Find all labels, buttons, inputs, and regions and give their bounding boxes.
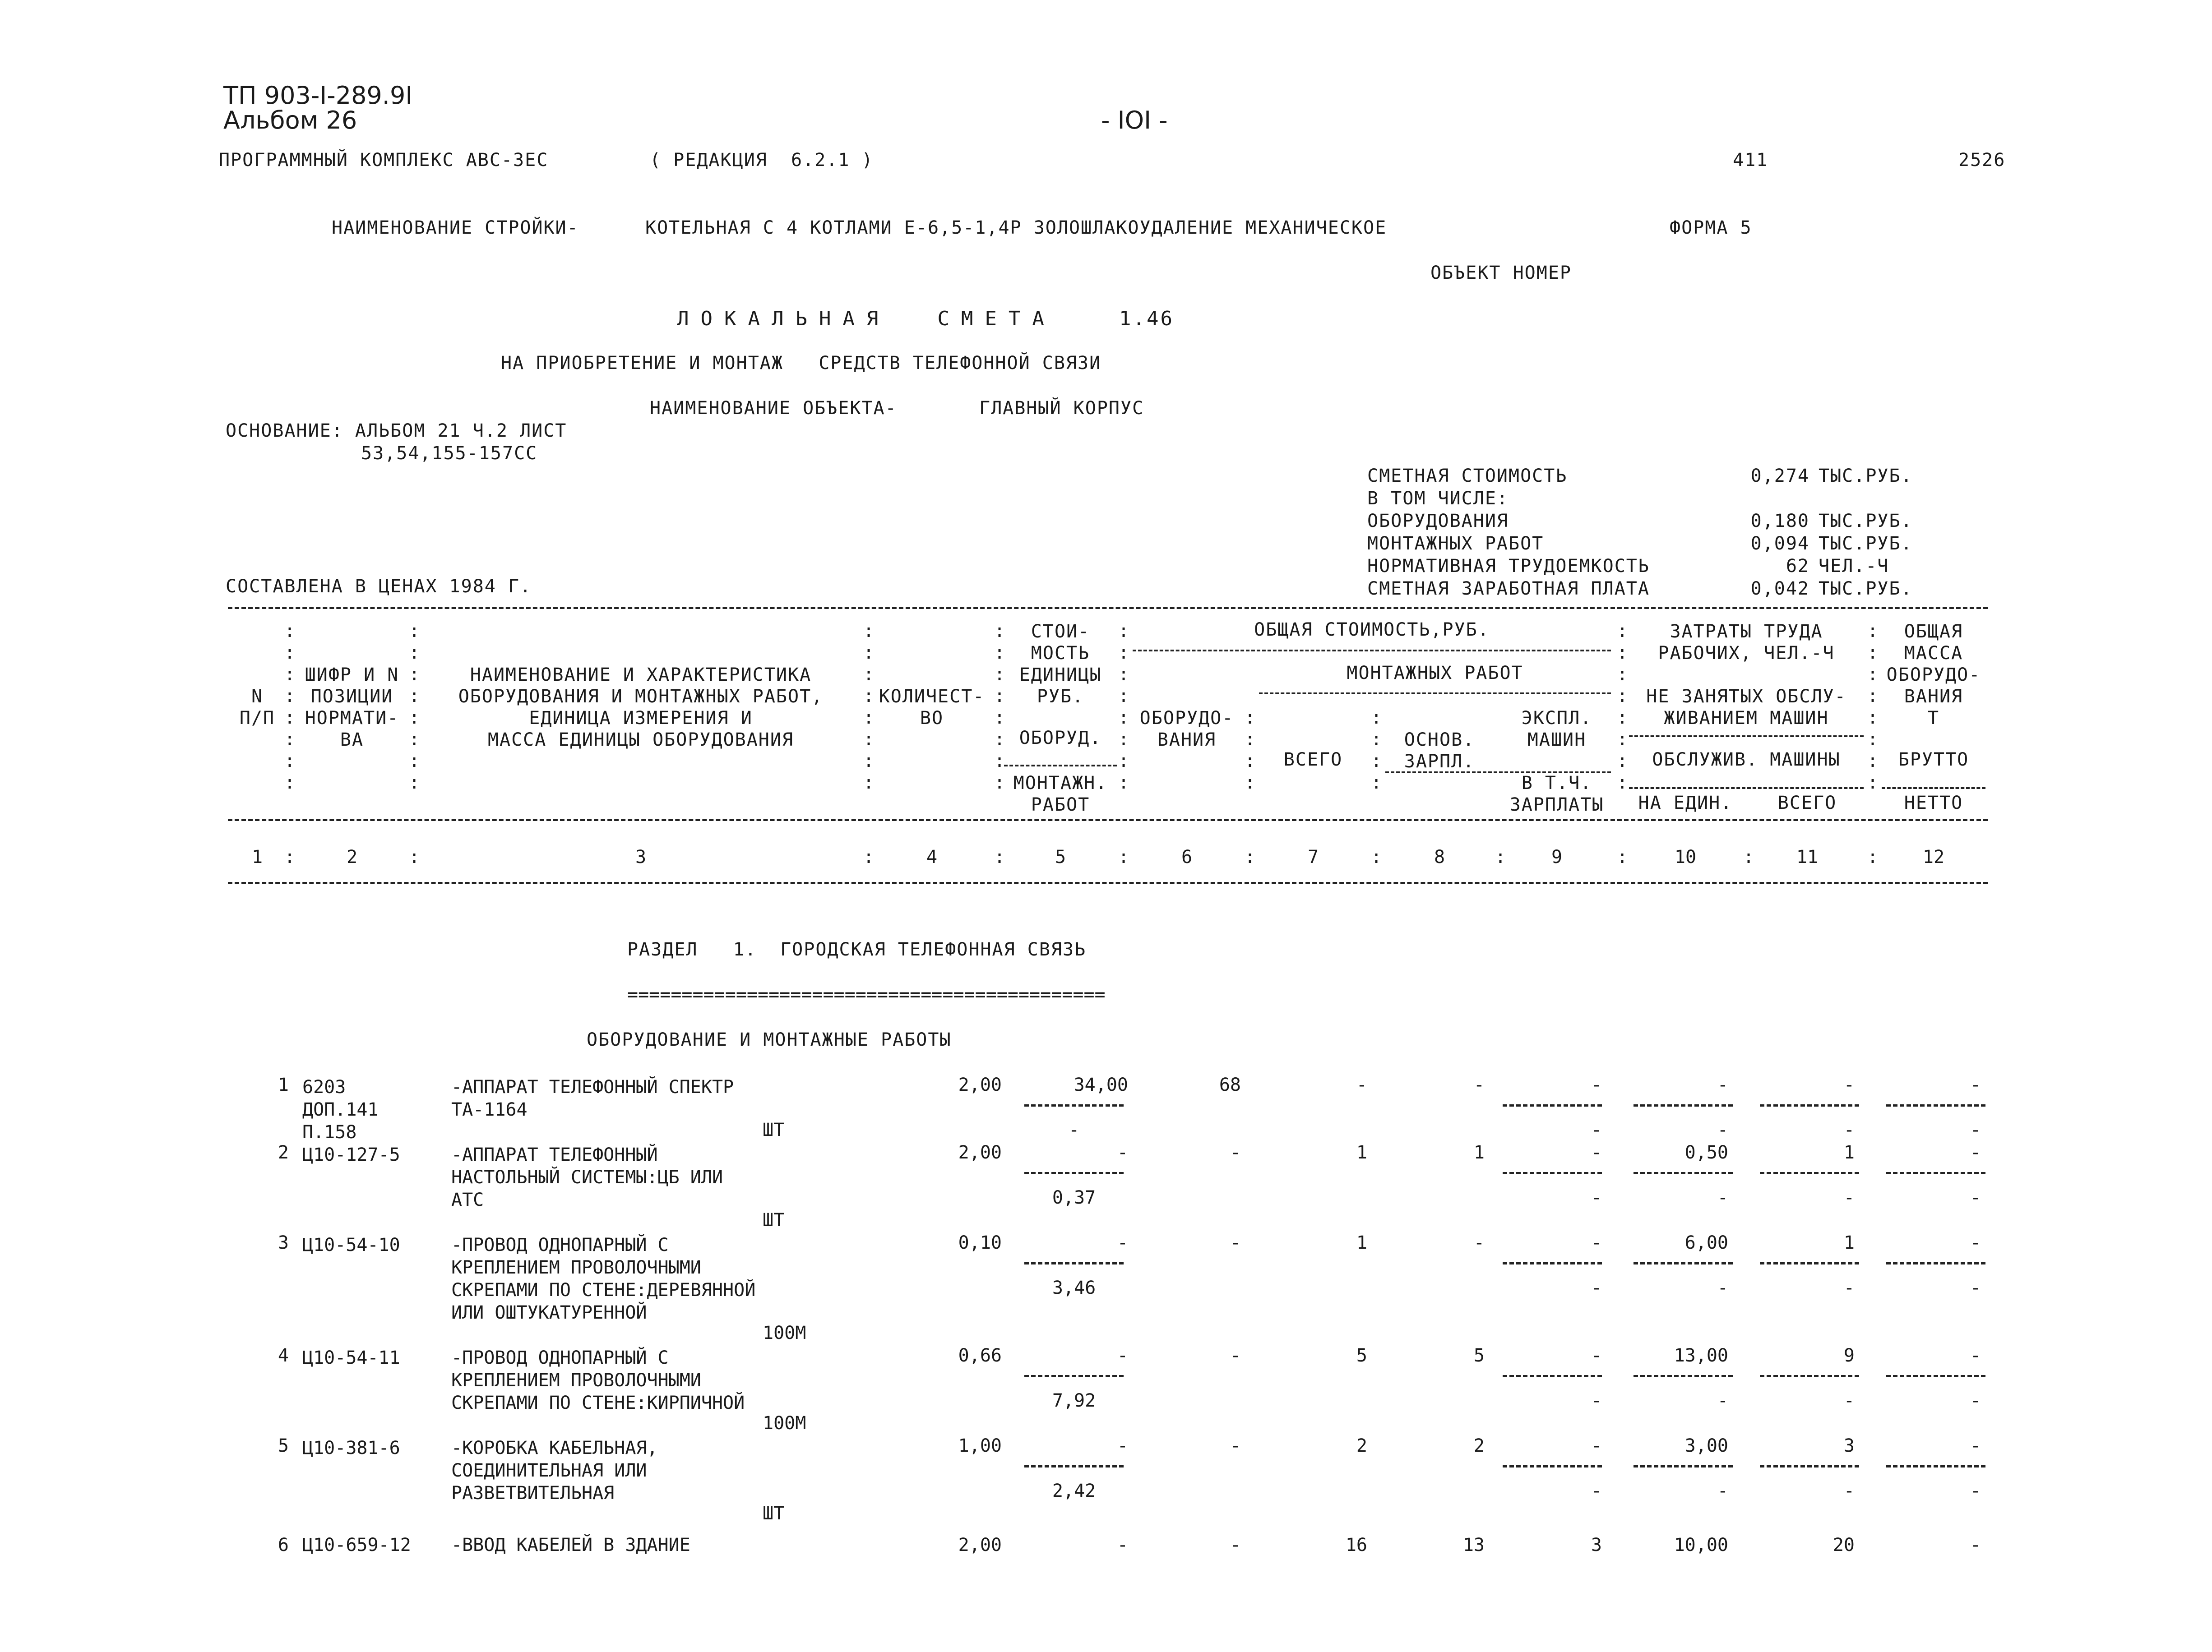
row-c10: 10,00 xyxy=(1674,1535,1728,1555)
header-total: ВСЕГО xyxy=(1283,749,1343,770)
col-separator: : : : : : : : : xyxy=(994,621,1005,793)
program-code-411: 411 xyxy=(1733,150,1768,171)
estimate-title: ЛОКАЛЬНАЯ СМЕТА xyxy=(677,307,1056,330)
col-separator: : : : : xyxy=(1244,707,1256,793)
row-rule xyxy=(1760,1465,1859,1467)
row-price-equipment: - xyxy=(1117,1535,1128,1555)
page-number: - IOI - xyxy=(1101,106,1168,134)
row-c11: 1 xyxy=(1843,1142,1855,1163)
row-rule xyxy=(1760,1262,1859,1264)
header-rule xyxy=(1259,692,1611,694)
row-c8: - xyxy=(1473,1232,1485,1253)
col-separator: : xyxy=(1867,847,1879,868)
header-net: НЕТТО xyxy=(1904,793,1963,813)
col-separator: : xyxy=(1118,847,1129,868)
header-unit-cost: СТОИ- МОСТЬ ЕДИНИЦЫ РУБ. xyxy=(1019,621,1102,707)
row-number: 1 xyxy=(278,1075,289,1095)
row-quantity: 2,00 xyxy=(958,1535,1002,1555)
header-mounting: МОНТАЖНЫХ РАБОТ xyxy=(1347,663,1523,683)
row-code: Ц10-381-6 xyxy=(302,1438,400,1458)
row-c12b: - xyxy=(1970,1390,1981,1411)
col-separator: : xyxy=(1370,847,1382,868)
row-price-mounting: - xyxy=(1068,1120,1080,1140)
row-rule xyxy=(1503,1262,1602,1264)
row-price-equipment: - xyxy=(1117,1142,1128,1163)
row-c11b: - xyxy=(1843,1187,1855,1208)
row-code: Ц10-54-11 xyxy=(302,1347,400,1368)
row-c9b: - xyxy=(1591,1278,1602,1298)
row-c6: - xyxy=(1230,1142,1241,1163)
summary-label: НОРМАТИВНАЯ ТРУДОЕМКОСТЬ xyxy=(1367,556,1650,577)
object-label: НАИМЕНОВАНИЕ ОБЪЕКТА- xyxy=(650,398,897,419)
row-price-mounting: 7,92 xyxy=(1052,1390,1096,1411)
summary-label: В ТОМ ЧИСЛЕ: xyxy=(1367,488,1509,509)
row-c11: - xyxy=(1843,1075,1855,1095)
basis-line-2: 53,54,155-157СС xyxy=(361,443,538,464)
row-price-equipment: - xyxy=(1117,1435,1128,1456)
row-c11: 9 xyxy=(1843,1345,1855,1366)
summary-label: ОБОРУДОВАНИЯ xyxy=(1367,511,1509,531)
row-c12: - xyxy=(1970,1345,1981,1366)
row-c9: - xyxy=(1591,1345,1602,1366)
col-separator: : : : : : : : : xyxy=(1616,621,1628,793)
column-number: 11 xyxy=(1796,847,1819,868)
row-c12b: - xyxy=(1970,1120,1981,1140)
row-c8: 13 xyxy=(1462,1535,1485,1555)
row-c11: 3 xyxy=(1843,1435,1855,1456)
row-c12b: - xyxy=(1970,1187,1981,1208)
row-unit: ШТ xyxy=(763,1503,785,1524)
header-bottom-rule xyxy=(228,882,1988,884)
form-label: ФОРМА 5 xyxy=(1670,217,1752,238)
program-complex: ПРОГРАММНЫЙ КОМПЛЕКС АВС-3ЕС xyxy=(219,150,549,171)
column-number: 5 xyxy=(1055,847,1066,868)
row-c7: 16 xyxy=(1345,1535,1367,1555)
column-number: 6 xyxy=(1181,847,1193,868)
header-rule xyxy=(1629,787,1864,789)
row-price-rule xyxy=(1024,1262,1124,1264)
row-description: -КОРОБКА КАБЕЛЬНАЯ, СОЕДИНИТЕЛЬНАЯ ИЛИ РАЗВЕТВИТЕЛЬНАЯ xyxy=(451,1438,658,1504)
row-c7: - xyxy=(1356,1075,1367,1095)
row-rule xyxy=(1886,1262,1985,1264)
row-c11: 1 xyxy=(1843,1232,1855,1253)
header-rule xyxy=(1385,771,1611,773)
row-c10: - xyxy=(1717,1075,1728,1095)
row-c6: - xyxy=(1230,1435,1241,1456)
header-unit-cost-equipment: ОБОРУД. xyxy=(1019,728,1102,748)
row-rule xyxy=(1760,1172,1859,1174)
row-c11b: - xyxy=(1843,1120,1855,1140)
row-c8: 5 xyxy=(1473,1345,1485,1366)
row-c8: - xyxy=(1473,1075,1485,1095)
row-code: Ц10-127-5 xyxy=(302,1144,400,1165)
summary-label: СМЕТНАЯ СТОИМОСТЬ xyxy=(1367,466,1568,486)
program-edition: ( РЕДАКЦИЯ 6.2.1 ) xyxy=(650,150,874,171)
row-c10b: - xyxy=(1717,1187,1728,1208)
row-unit: 100М xyxy=(763,1413,806,1434)
row-c12b: - xyxy=(1970,1481,1981,1501)
header-rule xyxy=(1004,765,1117,766)
header-total-cost: ОБЩАЯ СТОИМОСТЬ,РУБ. xyxy=(1254,619,1490,640)
summary-value: 0,094 xyxy=(1750,533,1809,554)
col-separator: : xyxy=(863,847,875,868)
col-separator: : : : : : : : : xyxy=(1867,621,1879,793)
row-description: -ПРОВОД ОДНОПАРНЫЙ С КРЕПЛЕНИЕМ ПРОВОЛОЧНЫМИ СКРЕПАМИ ПО СТЕНЕ:ДЕРЕВЯННОЙ ИЛИ ОШТУКАТУРЕННОЙ xyxy=(451,1235,756,1323)
row-c11b: - xyxy=(1843,1481,1855,1501)
row-rule xyxy=(1634,1465,1733,1467)
column-number: 2 xyxy=(346,847,358,868)
row-c6: 68 xyxy=(1219,1075,1241,1095)
object-number-label: ОБЪЕКТ НОМЕР xyxy=(1430,263,1572,283)
header-per-unit: НА ЕДИН. xyxy=(1638,793,1733,813)
row-c11b: - xyxy=(1843,1278,1855,1298)
summary-value: 0,274 xyxy=(1750,466,1809,486)
prices-year: СОСТАВЛЕНА В ЦЕНАХ 1984 Г. xyxy=(226,576,532,597)
row-c9: - xyxy=(1591,1435,1602,1456)
row-description: -ВВОД КАБЕЛЕЙ В ЗДАНИЕ xyxy=(451,1535,690,1555)
col-separator: : xyxy=(1495,847,1506,868)
column-number: 8 xyxy=(1434,847,1445,868)
row-c7: 1 xyxy=(1356,1232,1367,1253)
row-number: 4 xyxy=(278,1345,289,1366)
row-quantity: 1,00 xyxy=(958,1435,1002,1456)
header-equipment: ОБОРУДО- ВАНИЯ xyxy=(1139,708,1234,750)
row-price-equipment: 34,00 xyxy=(1074,1075,1128,1095)
row-rule xyxy=(1634,1375,1733,1377)
row-c8: 1 xyxy=(1473,1142,1485,1163)
header-description: НАИМЕНОВАНИЕ И ХАРАКТЕРИСТИКА ОБОРУДОВАНИЯ И МОНТАЖНЫХ РАБОТ, ЕДИНИЦА ИЗМЕРЕНИЯ И МАССА ЕДИНИЦЫ ОБОРУДОВАНИЯ xyxy=(458,664,824,750)
row-unit: 100М xyxy=(763,1323,806,1343)
row-c9b: - xyxy=(1591,1120,1602,1140)
col-separator: : : : : : : : : xyxy=(1118,621,1129,793)
row-c6: - xyxy=(1230,1232,1241,1253)
basis-line-1: ОСНОВАНИЕ: АЛЬБОМ 21 Ч.2 ЛИСТ xyxy=(226,420,567,441)
row-quantity: 0,10 xyxy=(958,1232,1002,1253)
row-c10b: - xyxy=(1717,1481,1728,1501)
row-quantity: 2,00 xyxy=(958,1142,1002,1163)
header-machine-service: ОБСЛУЖИВ. МАШИНЫ xyxy=(1652,749,1841,770)
row-c7: 5 xyxy=(1356,1345,1367,1366)
column-number: 10 xyxy=(1674,847,1697,868)
header-basic-wage: ОСНОВ. ЗАРПЛ. xyxy=(1404,729,1475,772)
row-rule xyxy=(1634,1262,1733,1264)
row-rule xyxy=(1503,1172,1602,1174)
row-unit: ШТ xyxy=(763,1120,785,1140)
row-rule xyxy=(1634,1104,1733,1107)
row-rule xyxy=(1886,1172,1985,1174)
column-number: 3 xyxy=(635,847,647,868)
row-price-rule xyxy=(1024,1172,1124,1174)
row-rule xyxy=(1503,1375,1602,1377)
object-name: ГЛАВНЫЙ КОРПУС xyxy=(979,398,1144,419)
row-price-mounting: 0,37 xyxy=(1052,1187,1096,1208)
row-description: -АППАРАТ ТЕЛЕФОННЫЙ СПЕКТР ТА-1164 xyxy=(451,1077,734,1120)
col-separator: : xyxy=(1244,847,1256,868)
summary-label: СМЕТНАЯ ЗАРАБОТНАЯ ПЛАТА xyxy=(1367,578,1650,599)
row-price-rule xyxy=(1024,1104,1124,1107)
row-c6: - xyxy=(1230,1345,1241,1366)
estimate-number: 1.46 xyxy=(1119,307,1174,330)
row-code: Ц10-659-12 xyxy=(302,1535,411,1555)
row-number: 6 xyxy=(278,1535,289,1555)
row-price-rule xyxy=(1024,1375,1124,1377)
row-rule xyxy=(1503,1104,1602,1107)
row-price-equipment: - xyxy=(1117,1345,1128,1366)
row-quantity: 0,66 xyxy=(958,1345,1002,1366)
row-c12: - xyxy=(1970,1075,1981,1095)
row-c10: 0,50 xyxy=(1684,1142,1728,1163)
row-quantity: 2,00 xyxy=(958,1075,1002,1095)
summary-unit: ТЫС.РУБ. xyxy=(1819,511,1913,531)
row-rule xyxy=(1886,1104,1985,1107)
col-separator: : xyxy=(1616,847,1628,868)
estimate-subject: НА ПРИОБРЕТЕНИЕ И МОНТАЖ СРЕДСТВ ТЕЛЕФОННОЙ СВЯЗИ xyxy=(501,353,1101,374)
row-c12: - xyxy=(1970,1142,1981,1163)
row-c9b: - xyxy=(1591,1481,1602,1501)
row-c10b: - xyxy=(1717,1390,1728,1411)
col-separator: : xyxy=(284,847,296,868)
row-c9b: - xyxy=(1591,1390,1602,1411)
header-gross: БРУТТО xyxy=(1898,749,1969,770)
col-separator: : xyxy=(408,847,420,868)
summary-unit: ЧЕЛ.-Ч xyxy=(1819,556,1889,577)
row-number: 5 xyxy=(278,1435,289,1456)
row-code: Ц10-54-10 xyxy=(302,1235,400,1255)
row-rule xyxy=(1886,1465,1985,1467)
row-rule xyxy=(1503,1465,1602,1467)
row-c9: - xyxy=(1591,1232,1602,1253)
column-number: 7 xyxy=(1307,847,1319,868)
row-c12: - xyxy=(1970,1535,1981,1555)
row-c6: - xyxy=(1230,1535,1241,1555)
row-rule xyxy=(1634,1172,1733,1174)
row-number: 3 xyxy=(278,1232,289,1253)
row-rule xyxy=(1886,1375,1985,1377)
row-c7: 1 xyxy=(1356,1142,1367,1163)
column-number: 1 xyxy=(251,847,263,868)
construction-label: НАИМЕНОВАНИЕ СТРОЙКИ- xyxy=(332,217,579,238)
row-price-mounting: 3,46 xyxy=(1052,1278,1096,1298)
header-labor: ЗАТРАТЫ ТРУДА РАБОЧИХ, ЧЕЛ.-Ч xyxy=(1658,621,1835,664)
col-separator: : : : : : : : : xyxy=(284,621,296,793)
row-code: 6203 ДОП.141 П.158 xyxy=(302,1077,379,1143)
header-machines: ЭКСПЛ. МАШИН xyxy=(1521,708,1592,750)
summary-label: МОНТАЖНЫХ РАБОТ xyxy=(1367,533,1544,554)
row-c11b: - xyxy=(1843,1390,1855,1411)
row-c10: 3,00 xyxy=(1684,1435,1728,1456)
summary-unit: ТЫС.РУБ. xyxy=(1819,578,1913,599)
header-num: N П/П xyxy=(239,686,275,729)
header-rule xyxy=(1882,787,1985,789)
header-code: ШИФР И N ПОЗИЦИИ НОРМАТИ- ВА xyxy=(305,664,399,750)
header-unit-cost-mounting: МОНТАЖН. РАБОТ xyxy=(1013,773,1108,815)
row-c12: - xyxy=(1970,1232,1981,1253)
header-mid-rule xyxy=(228,819,1988,821)
header-incl-wage: В Т.Ч. ЗАРПЛАТЫ xyxy=(1509,773,1604,815)
col-separator: : xyxy=(1743,847,1754,868)
program-code-2526: 2526 xyxy=(1958,150,2006,171)
row-price-mounting: 2,42 xyxy=(1052,1481,1096,1501)
row-c9: 3 xyxy=(1591,1535,1602,1555)
summary-value: 0,042 xyxy=(1750,578,1809,599)
row-price-rule xyxy=(1024,1465,1124,1467)
row-description: -ПРОВОД ОДНОПАРНЫЙ С КРЕПЛЕНИЕМ ПРОВОЛОЧНЫМИ СКРЕПАМИ ПО СТЕНЕ:КИРПИЧНОЙ xyxy=(451,1347,745,1413)
header-not-busy: НЕ ЗАНЯТЫХ ОБСЛУ- ЖИВАНИЕМ МАШИН xyxy=(1646,686,1846,729)
row-c9: - xyxy=(1591,1075,1602,1095)
column-number: 12 xyxy=(1922,847,1945,868)
header-all: ВСЕГО xyxy=(1777,793,1837,813)
col-separator: : xyxy=(994,847,1005,868)
row-c10: 13,00 xyxy=(1674,1345,1728,1366)
col-separator: : : : : xyxy=(1370,707,1382,793)
row-rule xyxy=(1760,1104,1859,1107)
section-title: РАЗДЕЛ 1. ГОРОДСКАЯ ТЕЛЕФОННАЯ СВЯЗЬ xyxy=(627,939,1087,960)
summary-value: 0,180 xyxy=(1750,511,1809,531)
header-quantity: КОЛИЧЕСТ- ВО xyxy=(879,686,985,729)
document-code: ТП 903-I-289.9I xyxy=(223,81,413,110)
header-top-rule xyxy=(228,607,1988,609)
row-number: 2 xyxy=(278,1142,289,1163)
row-c9: - xyxy=(1591,1142,1602,1163)
section-rule: ============================================ xyxy=(627,984,1106,1005)
section-subtitle: ОБОРУДОВАНИЕ И МОНТАЖНЫЕ РАБОТЫ xyxy=(587,1029,952,1050)
row-rule xyxy=(1760,1375,1859,1377)
summary-unit: ТЫС.РУБ. xyxy=(1819,466,1913,486)
header-mass: ОБЩАЯ МАССА ОБОРУДО- ВАНИЯ Т xyxy=(1886,621,1981,729)
col-separator: : : : : : : : : xyxy=(863,621,875,793)
summary-value: 62 xyxy=(1786,556,1809,577)
row-c7: 2 xyxy=(1356,1435,1367,1456)
row-c11: 20 xyxy=(1833,1535,1855,1555)
col-separator: : : : : : : : : xyxy=(408,621,420,793)
header-rule xyxy=(1133,650,1611,651)
row-c8: 2 xyxy=(1473,1435,1485,1456)
row-c12: - xyxy=(1970,1435,1981,1456)
column-number: 9 xyxy=(1551,847,1563,868)
column-number: 4 xyxy=(926,847,938,868)
row-c10b: - xyxy=(1717,1278,1728,1298)
header-rule xyxy=(1629,735,1864,737)
album-label: Альбом 26 xyxy=(223,106,357,134)
row-c10: 6,00 xyxy=(1684,1232,1728,1253)
row-c9b: - xyxy=(1591,1187,1602,1208)
row-price-equipment: - xyxy=(1117,1232,1128,1253)
row-c10b: - xyxy=(1717,1120,1728,1140)
row-c12b: - xyxy=(1970,1278,1981,1298)
construction-name: КОТЕЛЬНАЯ С 4 КОТЛАМИ Е-6,5-1,4Р ЗОЛОШЛАКОУДАЛЕНИЕ МЕХАНИЧЕСКОЕ xyxy=(645,217,1387,238)
row-unit: ШТ xyxy=(763,1210,785,1231)
row-description: -АППАРАТ ТЕЛЕФОННЫЙ НАСТОЛЬНЫЙ СИСТЕМЫ:ЦБ ИЛИ АТС xyxy=(451,1144,723,1210)
summary-unit: ТЫС.РУБ. xyxy=(1819,533,1913,554)
